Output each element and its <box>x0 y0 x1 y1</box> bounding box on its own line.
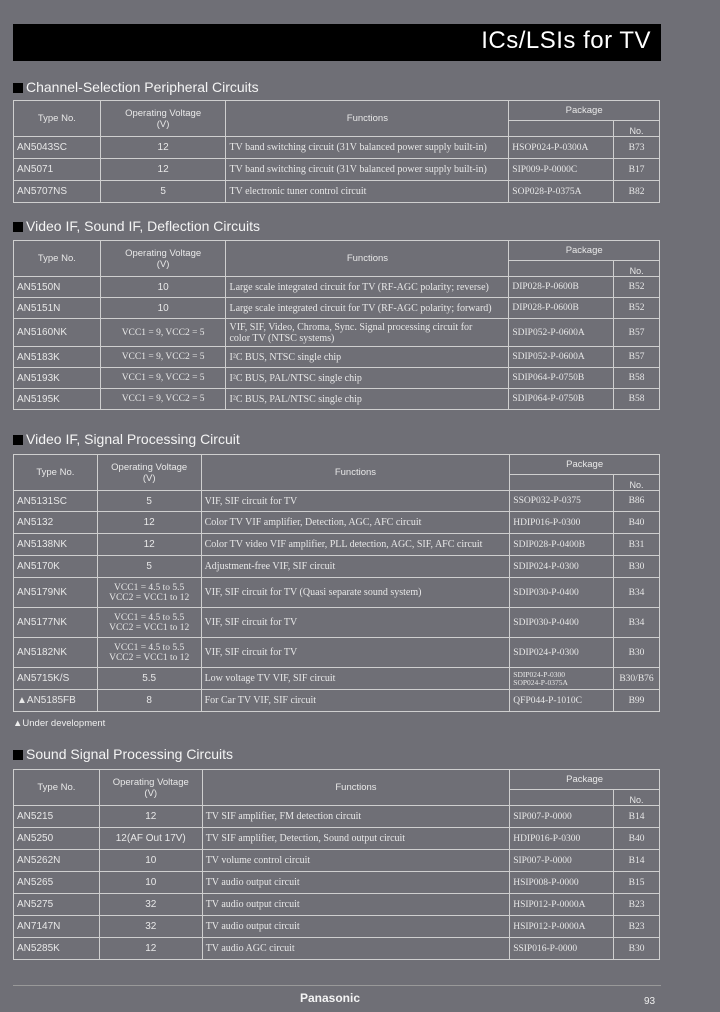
header-voltage: Operating Voltage (V) <box>100 101 226 137</box>
package-cell: SDIP028-P-0400B <box>510 534 614 556</box>
function-cell: For Car TV VIF, SIF circuit <box>201 690 510 712</box>
voltage-cell: VCC1 = 4.5 to 5.5 VCC2 = VCC1 to 12 <box>97 608 201 638</box>
header-type: Type No. <box>14 770 100 806</box>
table-sound-signal <box>13 769 660 960</box>
type-cell: AN5182NK <box>14 638 98 668</box>
function-cell: TV band switching circuit (31V balanced power supply built-in) <box>226 159 509 181</box>
table-row <box>14 534 660 556</box>
header-functions: Functions <box>201 455 510 491</box>
voltage-cell: 10 <box>100 298 226 319</box>
page-no-cell: B58 <box>614 368 660 389</box>
page-no-cell: B30/B76 <box>614 668 660 690</box>
title-banner <box>13 24 661 61</box>
page-no-cell: B40 <box>614 828 660 850</box>
function-cell: TV volume control circuit <box>202 850 510 872</box>
type-cell: AN5275 <box>14 894 100 916</box>
type-cell: AN5265 <box>14 872 100 894</box>
type-cell: AN5183K <box>14 347 101 368</box>
page-no-cell: B58 <box>614 389 660 410</box>
page-no-cell: B57 <box>614 347 660 368</box>
page-no-cell: B82 <box>614 181 660 203</box>
function-cell: TV SIF amplifier, Detection, Sound output circuit <box>202 828 510 850</box>
type-cell: AN5131SC <box>14 491 98 512</box>
header-functions: Functions <box>202 770 510 806</box>
page-no-cell: B99 <box>614 690 660 712</box>
table-row <box>14 298 660 319</box>
table-row <box>14 319 660 347</box>
table-video-if-sound-if <box>13 240 660 410</box>
type-cell: AN5170K <box>14 556 98 578</box>
package-cell: HSIP012-P-0000A <box>510 916 614 938</box>
voltage-cell: VCC1 = 9, VCC2 = 5 <box>100 319 226 347</box>
package-cell: SDIP024-P-0300 <box>510 638 614 668</box>
table-row <box>14 491 660 512</box>
package-cell: SDIP052-P-0600A <box>509 347 614 368</box>
page-no-cell: B23 <box>614 894 660 916</box>
package-cell: HSIP008-P-0000 <box>510 872 614 894</box>
type-cell: AN5215 <box>14 806 100 828</box>
voltage-cell: 5 <box>100 181 226 203</box>
table-header <box>14 770 660 790</box>
square-bullet-icon <box>13 435 23 445</box>
voltage-cell: 12 <box>99 938 202 960</box>
voltage-cell: 12 <box>97 534 201 556</box>
square-bullet-icon <box>13 83 23 93</box>
header-package: Package <box>509 101 660 121</box>
page-no-cell: B86 <box>614 491 660 512</box>
table-row <box>14 806 660 828</box>
page-no-cell: B17 <box>614 159 660 181</box>
square-bullet-icon <box>13 750 23 760</box>
page-number: 93 <box>644 996 656 1007</box>
table-row <box>14 159 660 181</box>
table-header <box>14 241 660 261</box>
header-type: Type No. <box>14 101 101 137</box>
function-cell: VIF, SIF circuit for TV <box>201 608 510 638</box>
package-cell: DIP028-P-0600B <box>509 298 614 319</box>
table-row <box>14 668 660 690</box>
function-cell: Color TV VIF amplifier, Detection, AGC, AFC circuit <box>201 512 510 534</box>
section-heading-video-if-sound-if: Video IF, Sound IF, Deflection Circuits <box>13 218 260 234</box>
function-cell: TV audio output circuit <box>202 872 510 894</box>
package-cell: SSOP032-P-0375 <box>510 491 614 512</box>
table-video-if-signal <box>13 454 660 712</box>
header-package: Package <box>510 770 660 790</box>
package-cell: SIP007-P-0000 <box>510 806 614 828</box>
header-voltage: Operating Voltage (V) <box>100 241 226 277</box>
page-no-cell: B30 <box>614 556 660 578</box>
type-cell: AN5285K <box>14 938 100 960</box>
page-no-cell: B30 <box>614 638 660 668</box>
type-cell: AN5160NK <box>14 319 101 347</box>
voltage-cell: VCC1 = 4.5 to 5.5 VCC2 = VCC1 to 12 <box>97 638 201 668</box>
section-heading-video-if-signal: Video IF, Signal Processing Circuit <box>13 431 240 447</box>
voltage-cell: 12 <box>97 512 201 534</box>
type-cell: AN5177NK <box>14 608 98 638</box>
voltage-cell: 5 <box>97 556 201 578</box>
page-no-cell: B14 <box>614 850 660 872</box>
table-row <box>14 638 660 668</box>
development-note: ▲Under development <box>13 718 106 729</box>
table-row <box>14 938 660 960</box>
voltage-cell: 10 <box>99 850 202 872</box>
table-row <box>14 277 660 298</box>
table-row <box>14 828 660 850</box>
page-no-cell: B34 <box>614 578 660 608</box>
function-cell: TV audio output circuit <box>202 894 510 916</box>
header-no: No. <box>614 790 660 806</box>
package-cell: HSOP024-P-0300A <box>509 137 614 159</box>
section-heading-sound-signal: Sound Signal Processing Circuits <box>13 746 233 762</box>
function-cell: Color TV video VIF amplifier, PLL detection, AGC, SIF, AFC circuit <box>201 534 510 556</box>
package-cell: HSIP012-P-0000A <box>510 894 614 916</box>
header-no: No. <box>614 121 660 137</box>
table-row <box>14 347 660 368</box>
footer-divider <box>13 985 661 986</box>
table-row <box>14 512 660 534</box>
table-row <box>14 608 660 638</box>
voltage-cell: VCC1 = 9, VCC2 = 5 <box>100 389 226 410</box>
type-cell: AN5250 <box>14 828 100 850</box>
header-type: Type No. <box>14 241 101 277</box>
package-cell: HDIP016-P-0300 <box>510 512 614 534</box>
package-cell: DIP028-P-0600B <box>509 277 614 298</box>
header-no: No. <box>614 261 660 277</box>
table-row <box>14 556 660 578</box>
page-title: ICs/LSIs for TV <box>481 27 651 54</box>
square-bullet-icon <box>13 222 23 232</box>
type-cell: AN5043SC <box>14 137 101 159</box>
voltage-cell: 12 <box>99 806 202 828</box>
page-no-cell: B40 <box>614 512 660 534</box>
package-cell: SDIP064-P-0750B <box>509 389 614 410</box>
table-row <box>14 137 660 159</box>
table-row <box>14 368 660 389</box>
section-heading-channel-selection: Channel-Selection Peripheral Circuits <box>13 79 259 95</box>
table-row <box>14 181 660 203</box>
header-type: Type No. <box>14 455 98 491</box>
header-voltage: Operating Voltage (V) <box>97 455 201 491</box>
type-cell: AN5715K/S <box>14 668 98 690</box>
table-row <box>14 850 660 872</box>
voltage-cell: 32 <box>99 894 202 916</box>
header-functions: Functions <box>226 101 509 137</box>
package-cell: SOP028-P-0375A <box>509 181 614 203</box>
page-no-cell: B14 <box>614 806 660 828</box>
voltage-cell: 5 <box>97 491 201 512</box>
function-cell: TV audio output circuit <box>202 916 510 938</box>
table-row <box>14 578 660 608</box>
function-cell: VIF, SIF circuit for TV <box>201 491 510 512</box>
page-no-cell: B52 <box>614 298 660 319</box>
package-cell: SDIP024-P-0300 SOP024-P-0375A <box>510 668 614 690</box>
package-cell: SDIP052-P-0600A <box>509 319 614 347</box>
function-cell: Large scale integrated circuit for TV (RF-AGC polarity; reverse) <box>226 277 509 298</box>
function-cell: VIF, SIF, Video, Chroma, Sync. Signal processing circuit for color TV (NTSC systems) <box>226 319 509 347</box>
function-cell: TV audio AGC circuit <box>202 938 510 960</box>
package-cell: QFP044-P-1010C <box>510 690 614 712</box>
package-cell: SIP007-P-0000 <box>510 850 614 872</box>
header-package: Package <box>510 455 660 475</box>
header-package: Package <box>509 241 660 261</box>
package-cell: SDIP064-P-0750B <box>509 368 614 389</box>
page-no-cell: B57 <box>614 319 660 347</box>
type-cell: AN5132 <box>14 512 98 534</box>
table-row <box>14 690 660 712</box>
header-no: No. <box>614 475 660 491</box>
brand-logo: Panasonic <box>300 991 361 1005</box>
type-cell: AN5707NS <box>14 181 101 203</box>
table-row <box>14 389 660 410</box>
page-no-cell: B73 <box>614 137 660 159</box>
package-cell: SDIP024-P-0300 <box>510 556 614 578</box>
voltage-cell: 10 <box>100 277 226 298</box>
package-cell: HDIP016-P-0300 <box>510 828 614 850</box>
function-cell: TV SIF amplifier, FM detection circuit <box>202 806 510 828</box>
function-cell: Large scale integrated circuit for TV (RF-AGC polarity; forward) <box>226 298 509 319</box>
type-cell: AN5138NK <box>14 534 98 556</box>
function-cell: VIF, SIF circuit for TV <box>201 638 510 668</box>
voltage-cell: 12 <box>100 137 226 159</box>
page-no-cell: B23 <box>614 916 660 938</box>
voltage-cell: 32 <box>99 916 202 938</box>
function-cell: TV electronic tuner control circuit <box>226 181 509 203</box>
header-voltage: Operating Voltage (V) <box>99 770 202 806</box>
header-functions: Functions <box>226 241 509 277</box>
package-cell: SDIP030-P-0400 <box>510 578 614 608</box>
table-row <box>14 872 660 894</box>
type-cell: AN5150N <box>14 277 101 298</box>
type-cell: ▲AN5185FB <box>14 690 98 712</box>
function-cell: VIF, SIF circuit for TV (Quasi separate sound system) <box>201 578 510 608</box>
voltage-cell: 8 <box>97 690 201 712</box>
voltage-cell: VCC1 = 9, VCC2 = 5 <box>100 368 226 389</box>
function-cell: Low voltage TV VIF, SIF circuit <box>201 668 510 690</box>
function-cell: I²C BUS, NTSC single chip <box>226 347 509 368</box>
page-no-cell: B30 <box>614 938 660 960</box>
page-no-cell: B52 <box>614 277 660 298</box>
table-header <box>14 101 660 121</box>
voltage-cell: VCC1 = 4.5 to 5.5 VCC2 = VCC1 to 12 <box>97 578 201 608</box>
page-no-cell: B15 <box>614 872 660 894</box>
function-cell: I²C BUS, PAL/NTSC single chip <box>226 389 509 410</box>
type-cell: AN5193K <box>14 368 101 389</box>
voltage-cell: 12 <box>100 159 226 181</box>
function-cell: Adjustment-free VIF, SIF circuit <box>201 556 510 578</box>
type-cell: AN5151N <box>14 298 101 319</box>
function-cell: I²C BUS, PAL/NTSC single chip <box>226 368 509 389</box>
table-channel-selection <box>13 100 660 203</box>
package-cell: SSIP016-P-0000 <box>510 938 614 960</box>
type-cell: AN5262N <box>14 850 100 872</box>
type-cell: AN7147N <box>14 916 100 938</box>
voltage-cell: 10 <box>99 872 202 894</box>
type-cell: AN5179NK <box>14 578 98 608</box>
voltage-cell: 12(AF Out 17V) <box>99 828 202 850</box>
page-no-cell: B34 <box>614 608 660 638</box>
function-cell: TV band switching circuit (31V balanced power supply built-in) <box>226 137 509 159</box>
type-cell: AN5195K <box>14 389 101 410</box>
package-cell: SDIP030-P-0400 <box>510 608 614 638</box>
page-no-cell: B31 <box>614 534 660 556</box>
table-row <box>14 916 660 938</box>
voltage-cell: VCC1 = 9, VCC2 = 5 <box>100 347 226 368</box>
type-cell: AN5071 <box>14 159 101 181</box>
table-header <box>14 455 660 475</box>
table-row <box>14 894 660 916</box>
voltage-cell: 5.5 <box>97 668 201 690</box>
package-cell: SIP009-P-0000C <box>509 159 614 181</box>
